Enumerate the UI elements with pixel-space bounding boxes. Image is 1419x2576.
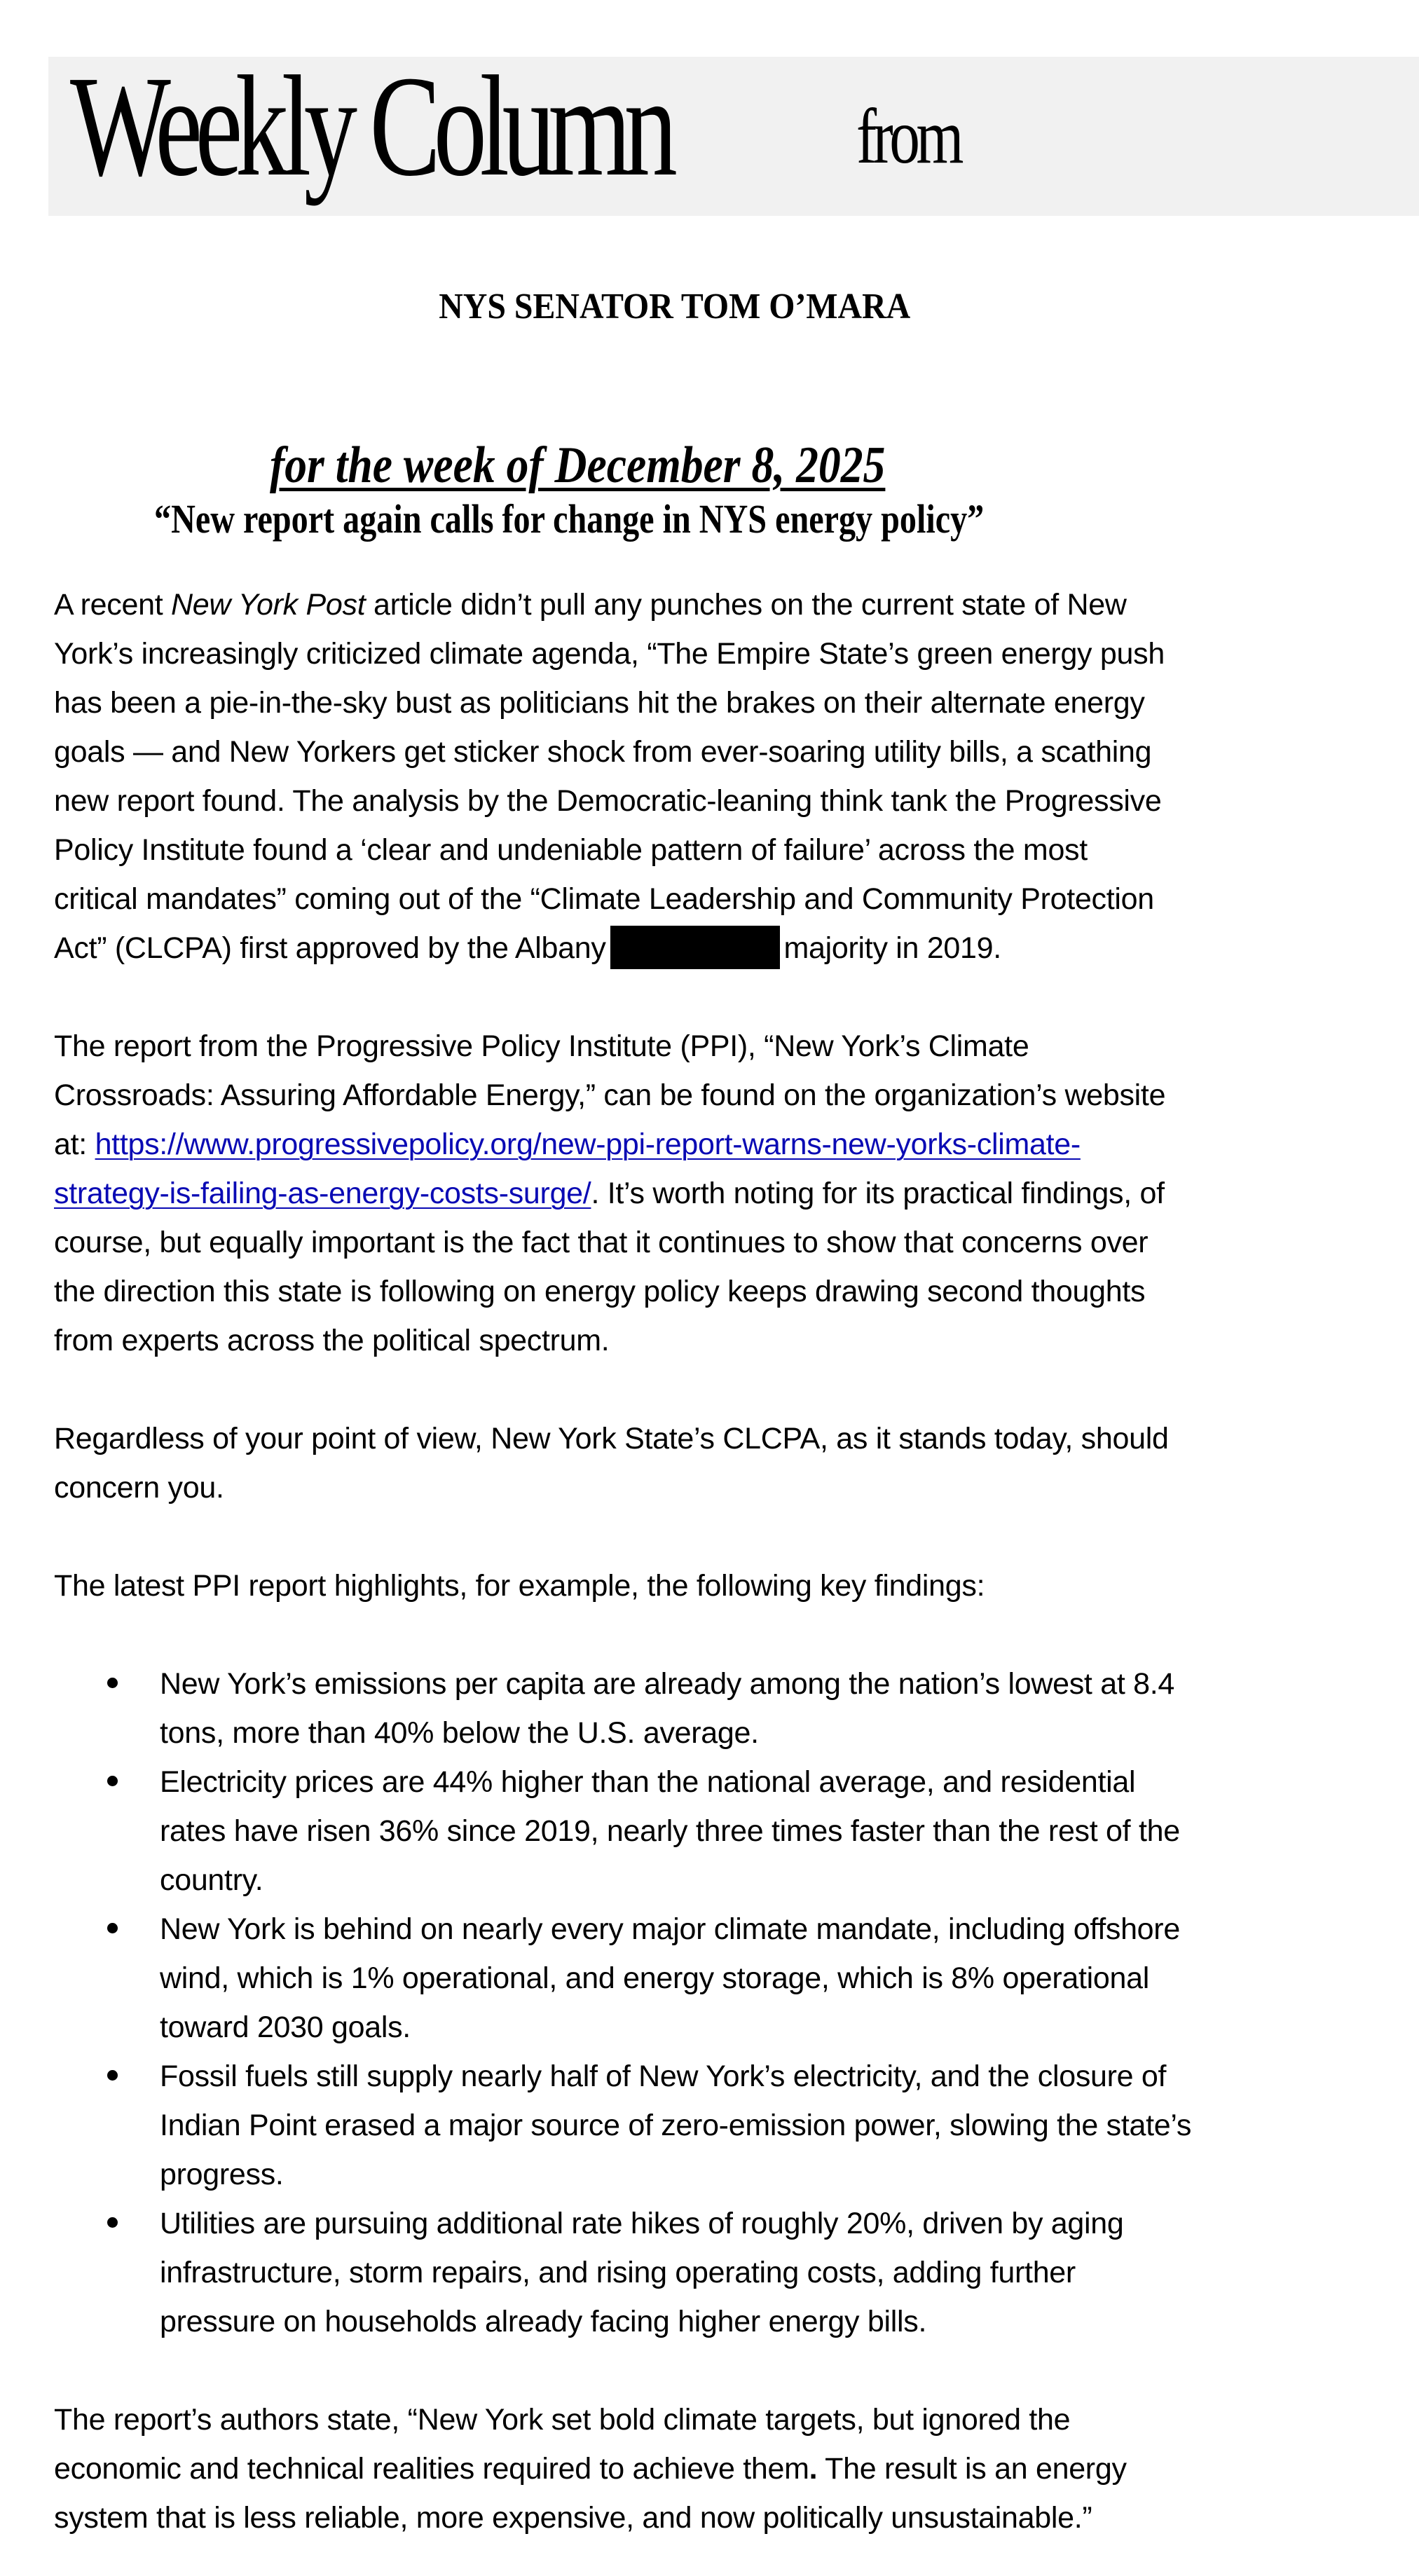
headline-text: “New report again calls for change in NYS energy policy” (154, 496, 985, 542)
dateline-text: for the week of December 8, 2025 (270, 437, 886, 494)
paragraph-spacer (54, 2346, 1406, 2395)
paragraph-line: concern you. (54, 1471, 224, 1505)
finding-line: progress. (160, 2158, 284, 2191)
paragraph-spacer (54, 1365, 1406, 1414)
publication-name: New York Post (171, 588, 366, 622)
text-run: article didn’t pull any punches on the current state of New (365, 588, 1127, 622)
text-run: economic and technical realities required to achieve them (54, 2452, 809, 2486)
paragraph-line (54, 1120, 1406, 1169)
finding-item (54, 2052, 1406, 2199)
paragraph-4 (54, 1561, 1406, 1610)
senator-name (0, 286, 1419, 328)
paragraph-line: The report’s authors state, “New York set bold climate targets, but ignored the (54, 2403, 1071, 2437)
bullet-icon (107, 1923, 118, 1933)
bullet-icon (107, 2070, 118, 2081)
masthead-title-text: Weekly Column (70, 46, 671, 206)
report-link-continued[interactable]: strategy-is-failing-as-energy-costs-surge/ (54, 1177, 591, 1210)
finding-line: tons, more than 40% below the U.S. average. (160, 1716, 759, 1750)
masthead-title (70, 42, 881, 210)
text-run: Act” (CLCPA) first approved by the Albany (54, 931, 606, 965)
paragraph-spacer (54, 1512, 1406, 1561)
paragraph-line (54, 2444, 1406, 2493)
finding-line: country. (160, 1863, 263, 1897)
paragraph-line: new report found. The analysis by the Democratic-leaning think tank the Progressive (54, 784, 1162, 818)
paragraph-line (54, 580, 1406, 629)
finding-line: pressure on households already facing higher energy bills. (160, 2305, 927, 2338)
paragraph-line: course, but equally important is the fact that it continues to show that concerns over (54, 1226, 1149, 1259)
paragraph-line (54, 1169, 1406, 1218)
finding-line: rates have risen 36% since 2019, nearly three times faster than the rest of the (160, 1814, 1180, 1848)
paragraph-line: York’s increasingly criticized climate agenda, “The Empire State’s green energy push (54, 637, 1165, 671)
paragraph-line: The latest PPI report highlights, for example, the following key findings: (54, 1569, 985, 1603)
finding-line: Utilities are pursuing additional rate hikes of roughly 20%, driven by aging (160, 2207, 1124, 2240)
masthead-from: from (856, 93, 960, 180)
paragraph-line (54, 924, 1406, 973)
paragraph-line: Policy Institute found a ‘clear and undeniable pattern of failure’ across the most (54, 833, 1088, 867)
text-run: The result is an energy (817, 2452, 1127, 2486)
finding-item (54, 1905, 1406, 2052)
finding-line: New York’s emissions per capita are already among the nation’s lowest at 8.4 (160, 1667, 1174, 1701)
redaction-box (610, 926, 780, 969)
text-run: majority in 2019. (783, 931, 1001, 965)
key-findings-list (54, 1659, 1406, 2346)
paragraph-line: Crossroads: Assuring Affordable Energy,” can be found on the organization’s website (54, 1078, 1166, 1112)
article-body (54, 580, 1406, 2542)
text-run: . (809, 2452, 818, 2486)
paragraph-2 (54, 1022, 1406, 1365)
dateline (270, 436, 985, 495)
paragraph-line: critical mandates” coming out of the “Climate Leadership and Community Protection (54, 882, 1154, 916)
paragraph-line: Regardless of your point of view, New York State’s CLCPA, as it stands today, should (54, 1422, 1169, 1455)
bullet-icon (107, 2217, 118, 2228)
paragraph-line: goals — and New Yorkers get sticker shock from ever-soaring utility bills, a scathing (54, 735, 1152, 769)
finding-item (54, 2199, 1406, 2346)
finding-line: toward 2030 goals. (160, 2010, 411, 2044)
bullet-icon (107, 1678, 118, 1688)
paragraph-line: has been a pie-in-the-sky bust as politicians hit the brakes on their alternate energy (54, 686, 1145, 720)
paragraph-3 (54, 1414, 1406, 1512)
text-run: A recent (54, 588, 172, 622)
finding-item (54, 1659, 1406, 1758)
paragraph-line: system that is less reliable, more expensive, and now politically unsustainable.” (54, 2501, 1092, 2535)
report-link[interactable]: https://www.progressivepolicy.org/new-ppi-report-warns-new-yorks-climate- (95, 1128, 1081, 1161)
paragraph-1 (54, 580, 1406, 973)
paragraph-spacer (54, 973, 1406, 1022)
text-run: . It’s worth noting for its practical findings, of (591, 1177, 1165, 1210)
senator-name-text: NYS SENATOR TOM O’MARA (439, 287, 910, 327)
finding-line: New York is behind on nearly every major climate mandate, including offshore (160, 1912, 1180, 1946)
paragraph-spacer (54, 1610, 1406, 1659)
paragraph-5 (54, 2395, 1406, 2542)
finding-item (54, 1758, 1406, 1905)
paragraph-line: The report from the Progressive Policy Institute (PPI), “New York’s Climate (54, 1029, 1029, 1063)
headline (154, 496, 1154, 542)
finding-line: infrastructure, storm repairs, and rising operating costs, adding further (160, 2256, 1076, 2289)
finding-line: Indian Point erased a major source of zero-emission power, slowing the state’s (160, 2109, 1192, 2142)
finding-line: Fossil fuels still supply nearly half of New York’s electricity, and the closure of (160, 2060, 1167, 2093)
paragraph-line: from experts across the political spectrum. (54, 1324, 610, 1357)
text-run: at: (54, 1128, 95, 1161)
finding-line: wind, which is 1% operational, and energy storage, which is 8% operational (160, 1961, 1149, 1995)
bullet-icon (107, 1776, 118, 1786)
paragraph-line: the direction this state is following on energy policy keeps drawing second thoughts (54, 1275, 1146, 1308)
finding-line: Electricity prices are 44% higher than the national average, and residential (160, 1765, 1136, 1799)
